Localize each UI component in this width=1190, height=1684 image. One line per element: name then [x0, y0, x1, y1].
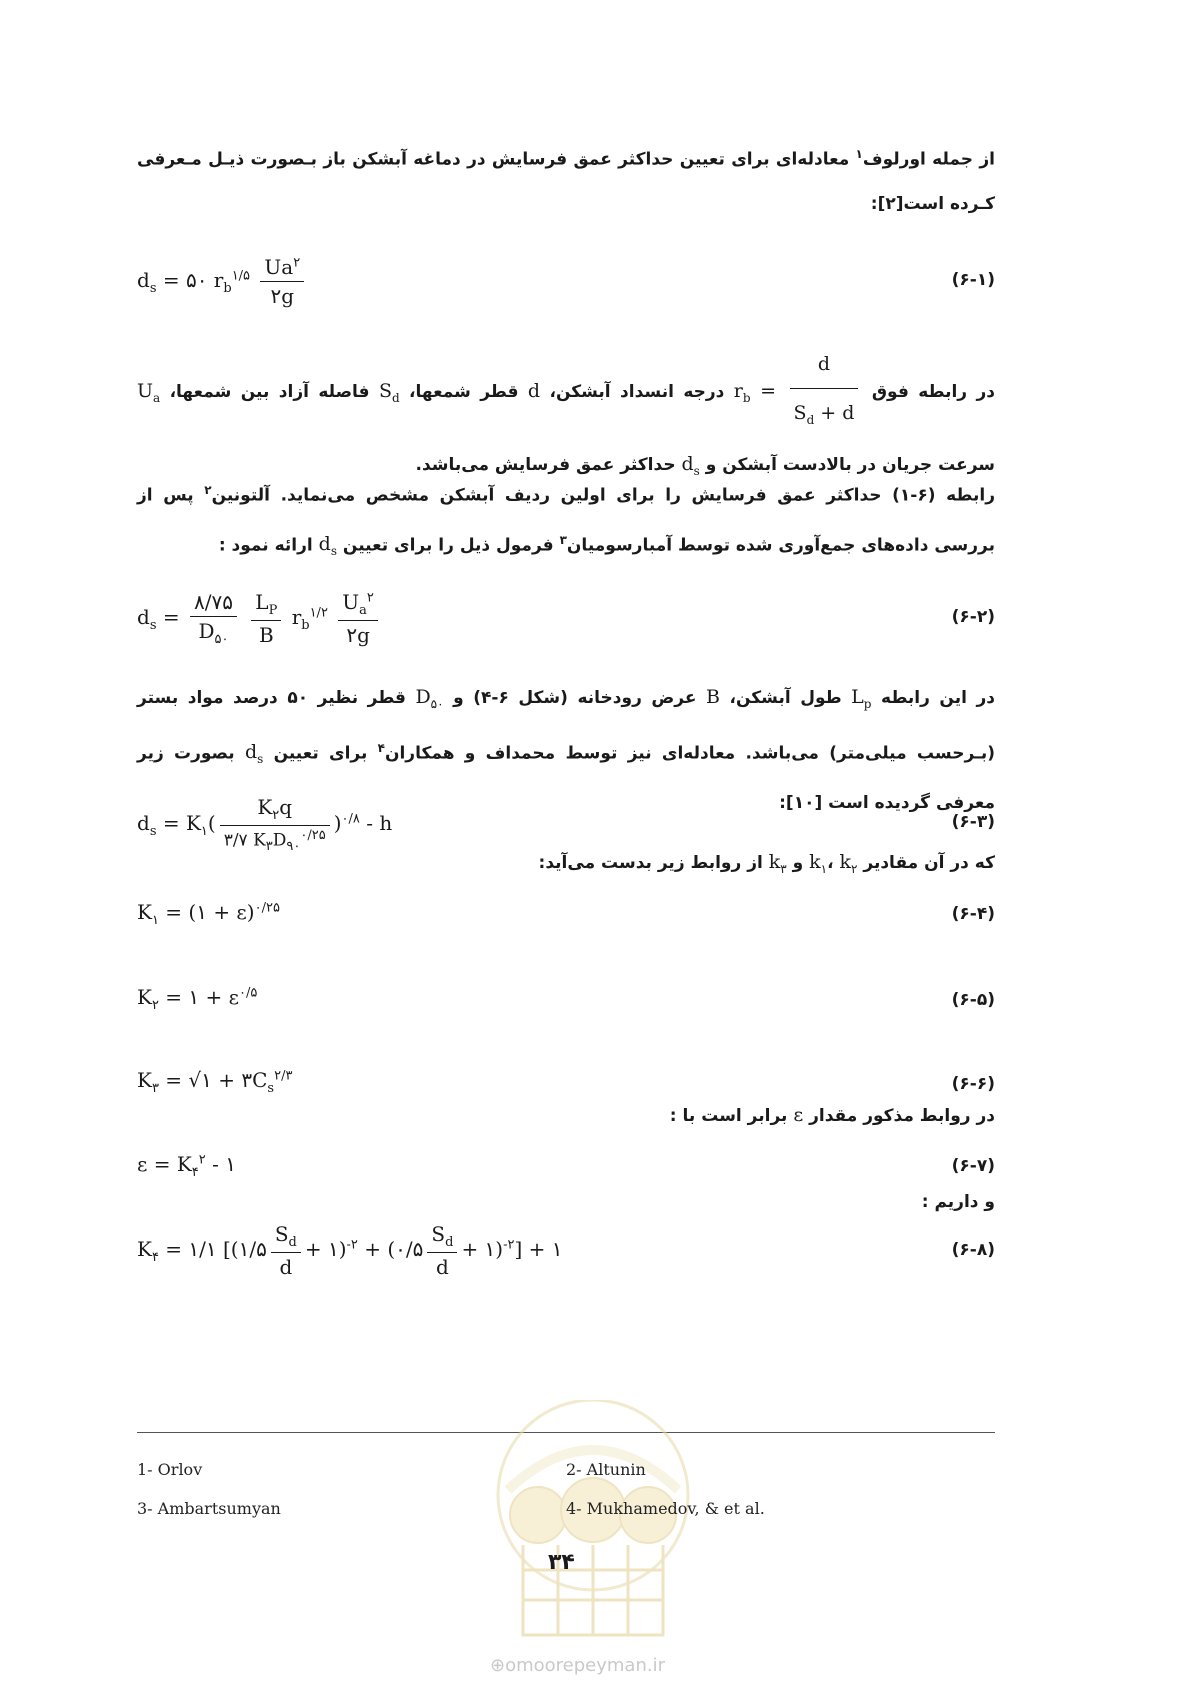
paragraph-1 [137, 132, 995, 226]
equation-6-6: $K_۳$ = √۱ + $۳C_s^{۲/۳}$ [137, 1068, 293, 1096]
paragraph-6: در روابط مذکور مقدار ε برابر است با : [669, 1104, 995, 1126]
footnote-2: 2- Altunin [566, 1460, 646, 1479]
equation-label-6-4: (۶-۴) [951, 904, 995, 924]
equation-label-6-6: (۶-۶) [951, 1074, 995, 1094]
footnote-4: 4- Mukhamedov, & et al. [566, 1499, 765, 1518]
p2-fraction: $\frac{d}{S_d + d}$ [790, 342, 859, 442]
p1-text-b: معادله‌ای برای تعیین حداکثر عمق فرسایش در دماغه آبشکن باز بـصورت ذیـل مـعرفی کـرده است[۲]: [137, 149, 995, 214]
eq8-fraction-2: $\frac{S_d}{d}$ [427, 1222, 457, 1279]
paragraph-7: و داریم : [921, 1192, 995, 1212]
equation-label-6-1: (۶-۱) [951, 270, 995, 290]
page-number: ۳۴ [548, 1550, 575, 1575]
footnote-ref-4: ۴ [377, 740, 385, 755]
eq8-fraction-1: $\frac{S_d}{d}$ [271, 1222, 301, 1279]
paragraph-5: که در آن مقادیر $k_۱،$ $k_۲$ و $k_۳$ از روابط زیر بدست می‌آید: [538, 851, 995, 876]
equation-6-5: $K_۲$ = ۱ + $\varepsilon^{۰/۵}$ [137, 985, 258, 1013]
equation-label-6-7: (۶-۷) [951, 1156, 995, 1176]
watermark-url: ⊕omoorepeyman.ir [490, 1655, 665, 1676]
equation-6-3: $d_s = K_۱$( $\frac{K_۲q}{۳/۷ K_۳D_{۹۰}^{۰/۲۵}}$ )$^{۰/۸}$ - h [137, 795, 393, 855]
equation-label-6-8: (۶-۸) [951, 1240, 995, 1260]
equation-6-2: $d_s$ = $\frac{۸/۷۵}{D_{۵۰}}$ $\frac{L_P}{B}$ $r_b^{۱/۲}$ $\frac{U_a^۲}{۲g}$ [137, 590, 382, 647]
footnote-ref-1: ۱ [855, 147, 863, 161]
globe-icon: ⊕ [490, 1655, 506, 1676]
equation-label-6-3: (۶-۳) [951, 812, 995, 832]
footnote-1: 1- Orlov [137, 1460, 203, 1479]
watermark-logo-icon [478, 1400, 708, 1650]
p1-text-a: از جمله اورلوف [862, 149, 995, 170]
eq2-fraction-2: $\frac{L_P}{B}$ [251, 590, 281, 647]
paragraph-4: در این رابطه $L_p$ طول آبشکن، B عرض رودخانه (شکل ۶-۴) و $D_{۵۰}$ قطر نظیر ۵۰ درصد مواد بستر (بـرحسب میلی‌متر) می‌باشد. معادله‌ای نیز توسط محمداف و همکاران$^۴$ برای تعیین $d_s$ بصورت زیر معرفی گردیده است [۱۰]: [137, 686, 995, 814]
eq1-fraction: $\frac{Ua^۲}{۲g}$ [260, 255, 304, 308]
equation-6-4: $K_۱$ = (۱ + ε)$^{۰/۲۵}$ [137, 900, 280, 928]
paragraph-3: رابطه (۶-۱) حداکثر عمق فرسایش را برای اولین ردیف آبشکن مشخص می‌نماید. آلتونین$^۲$ پس از بررسی داده‌های جمع‌آوری شده توسط آمبارسومیان$^۳$ فرمول ذیل را برای تعیین $d_s$ ارائه نمود : [137, 483, 995, 559]
paragraph-2: در رابطه فوق $r_b$ = $\frac{d}{S_d + d}$ درجه انسداد آبشکن، d قطر شمعها، $S_d$ فاصله آزاد بین شمعها، $U_a$ سرعت جریان در بالادست آبشکن و $d_s$ حداکثر عمق فرسایش می‌باشد. [137, 342, 995, 493]
equation-label-6-2: (۶-۲) [951, 607, 995, 627]
footnote-3: 3- Ambartsumyan [137, 1499, 281, 1518]
eq3-fraction: $\frac{K_۲q}{۳/۷ K_۳D_{۹۰}^{۰/۲۵}}$ [220, 795, 330, 854]
equation-6-7: $\varepsilon = K_۴^۲$ - ۱ [137, 1152, 236, 1180]
eq2-fraction-1: $\frac{۸/۷۵}{D_{۵۰}}$ [190, 590, 237, 647]
footnote-ref-2: ۲ [204, 483, 212, 497]
equation-6-1: $d_s$ = ۵۰ $r_b^{۱/۵}$ $\frac{Ua^۲}{۲g}$ [137, 255, 308, 308]
footnote-ref-3: ۳ [559, 532, 567, 547]
equation-label-6-5: (۶-۵) [951, 990, 995, 1010]
eq2-fraction-3: $\frac{U_a^۲}{۲g}$ [338, 590, 378, 647]
equation-6-8: $K_۴$ = ۱/۱ [(۱/۵ $\frac{S_d}{d}$ + ۱)$^{-۲}$ + (۰/۵ $\frac{S_d}{d}$ + ۱)$^{-۲}$] + ۱ [137, 1222, 563, 1279]
